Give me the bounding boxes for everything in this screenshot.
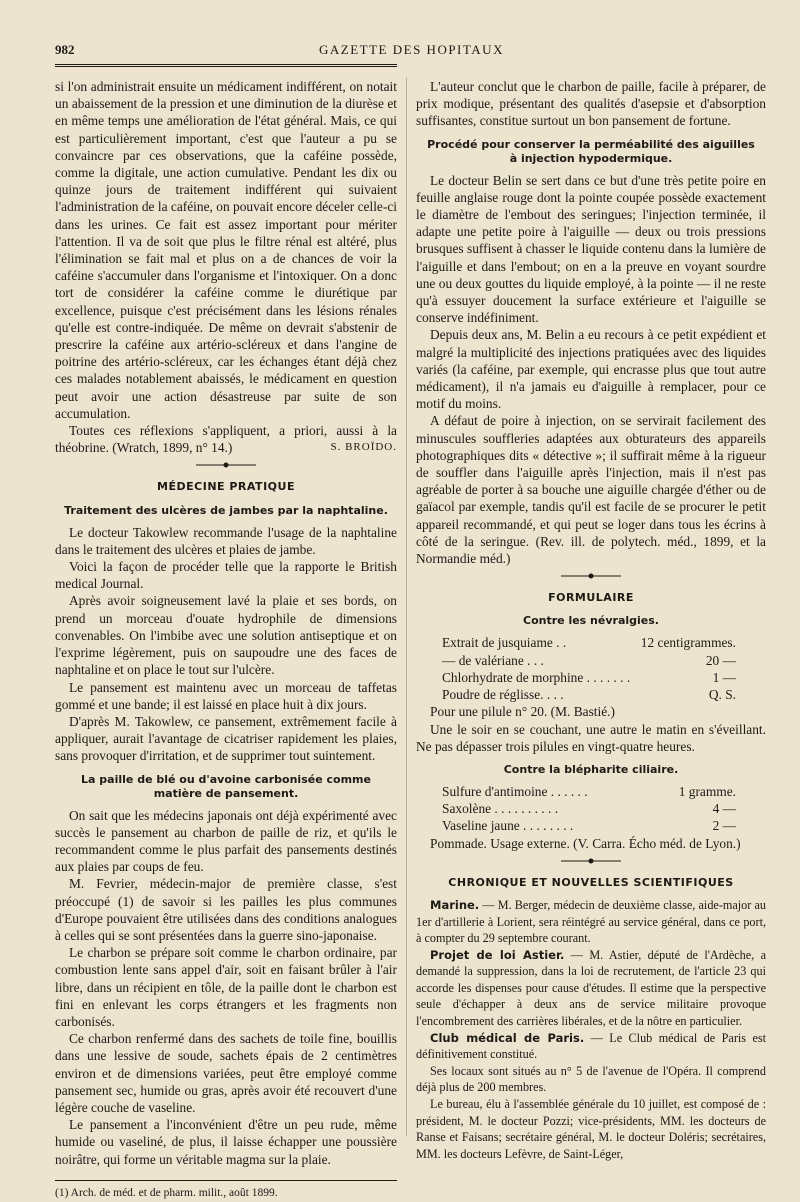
- news-item: [416, 1030, 766, 1063]
- paragraph: Le docteur Belin se sert dans ce but d'une très petite poire en feuille anglaise rouge dont la pointe coupée possède exactement le diamètre de l'embout des seringues; l'injection terminée, il adapte une petite poire à l'aiguille — deux ou trois pressions brusques suffisent à chasser le liquide contenu dans la lumière de l'aiguille et dans l'embout; on en a la preuve en voyant sourdre une ou deux gouttes du liquide employé, à la pointe — il ne reste qu'à essuyer doucement la surface extérieure et l'aiguille se conserve indéfiniment.: [416, 172, 766, 326]
- paragraph: Une le soir en se couchant, une autre le matin en s'éveillant. Ne pas dépasser trois pilules en vingt-quatre heures.: [416, 721, 766, 754]
- paragraph: Pommade. Usage externe. (V. Carra. Écho méd. de Lyon.): [430, 835, 741, 851]
- paragraph: Le charbon se prépare soit comme le charbon ordinaire, par combustion lente sans appel d'air, soit en faisant brûler à l'air libre, dans un récipient en tôle, de la paille dont le charbon est fini en enlevant les corps étrangers et les fragments non carbonisés.: [55, 945, 397, 1029]
- formula-line: [416, 669, 766, 686]
- formula-line: [416, 783, 766, 800]
- news-item: Ses locaux sont situés au n° 5 de l'avenue de l'Opéra. Il comprend déjà plus de 200 membres.: [416, 1063, 766, 1095]
- paragraph: Ce charbon renfermé dans des sachets de toile fine, bouillis dans une lessive de soude, sachets épais de 2 centimètres environ et de dimensions variées, peut être employé comme pansement sec, humide ou gras, après avoir été recouvert d'une légère couche de vaseline.: [55, 1031, 397, 1115]
- section-title: CHRONIQUE ET NOUVELLES SCIENTIFIQUES: [448, 875, 734, 889]
- paragraph: si l'on administrait ensuite un médicament indifférent, on notait un abaissement de la pression et une diminution de la diurèse et en même temps une amélioration de l'état général. Mais, ce qui est particulièrement important, c'est que l'auteur a pu se convaincre par ces observations, que la caféine possède, comme la digitale, une action cumulative. Pendant les dix ou quinze jours de traitement indifférent qui suivaient l'administration de la caféine, on pouvait encore déceler celle-ci dans les urines. Ce fait est assez important pour mériter l'attention. Il va de soit que plus le filtre rénal est altéré, plus l'élimination se fait mal et plus on a de chances de voir la caféine s'accumuler dans l'organisme et l'intoxiquer. On a donc tort de considérer la caféine comme le diurétique par excellence, puisque c'est précisément dans les lésions rénales qu'elle est contre-indiquée. De même on devrait s'abstenir de prescrire la caféine aux artério-scléreux et dans l'angine de poitrine des artério-scléreux, car les échanges étant déjà chez ces malades notablement abaissés, le médicament en question peut avoir une action désastreuse par suite de son accumulation.: [55, 79, 397, 421]
- formula-line: [416, 652, 766, 669]
- ornament-divider: [196, 462, 256, 468]
- formula-line: [416, 686, 766, 703]
- news-text: — Le Club médical de Paris est définitivement constitué.: [416, 1030, 766, 1062]
- article-title: La paille de blé ou d'avoine carbonisée comme matière de pansement.: [81, 772, 371, 800]
- news-lead: Projet de loi Astier.: [430, 947, 565, 962]
- formula-qty: 1 —: [712, 669, 736, 685]
- news-item: [416, 947, 766, 1030]
- ornament-divider: [561, 573, 621, 579]
- header-rule: [55, 64, 397, 69]
- right-column: [416, 78, 766, 1162]
- author-signature: S. BROÏDO.: [330, 441, 397, 454]
- news-item: [416, 897, 766, 947]
- footnote: (1) Arch. de méd. et de pharm. milit., août 1899.: [55, 1186, 278, 1199]
- paragraph: On sait que les médecins japonais ont déjà expérimenté avec succès le pansement au charbon de paille de riz, et qu'ils le recommandent comme le plus parfait des pansements destinés aux plaies par coups de feu.: [55, 807, 397, 875]
- footnote-rule: [55, 1180, 397, 1181]
- article-title: Procédé pour conserver la perméabilité des aiguilles à injection hypodermique.: [427, 137, 755, 165]
- paragraph: Le pansement est maintenu avec un morceau de taffetas gommé et une bande; il est laissé en place huit à dix jours.: [55, 679, 397, 712]
- paragraph: Depuis deux ans, M. Belin a eu recours à ce petit expédient et malgré la multiplicité des injections pratiquées avec des liquides variés (la caféine, par exemple, qui encrasse plus que tout autre médicament), il n'a jamais eu d'aiguille à remplacer, pour ce motif du moins.: [416, 327, 766, 412]
- news-item: Le bureau, élu à l'assemblée générale du 10 juillet, est composé de : président, M. le docteur Pozzi; vice-présidents, MM. les docteurs de Ranse et Faisans; secrétaire général, M. le docteur Doléris; secrétaires, MM. les docteurs Lefèvre, de Saint-Léger,: [416, 1097, 766, 1161]
- formula-qty: 12 centigrammes.: [640, 635, 736, 651]
- news-text: — M. Berger, médecin de deuxième classe, aide-major au 1er d'artillerie à Lorient, sera réintégré au service général, dans ce port, à compter du 29 septembre courant.: [416, 897, 766, 946]
- paragraph: [55, 422, 397, 456]
- formula-item: — de valériane . . .: [442, 652, 544, 668]
- page-number: 982: [55, 42, 75, 57]
- formula-title: Contre la blépharite ciliaire.: [503, 762, 679, 776]
- formula-qty: 1 gramme.: [678, 783, 736, 799]
- paragraph: A défaut de poire à injection, on se servirait facilement des minuscules souffleries adaptées aux obturateurs des appareils photographiques dits « détective »; il suffirait même à la rigueur de souffler dans l'aiguille après l'injection, mais il n'est pas agréable de porter à sa bouche une aiguille chargée d'éther ou de gaïacol par exemple, tandis qu'il est facile de se procurer le petit appareil recommandé, et qui peut se loger dans tous les écrins à côté de la seringue. (Rev. ill. de polytech. méd., 1899, et la Normandie méd.): [416, 413, 766, 567]
- section-title: FORMULAIRE: [548, 591, 634, 605]
- left-column: [55, 78, 397, 1202]
- journal-title: GAZETTE DES HOPITAUX: [319, 42, 504, 57]
- news-lead: Marine.: [430, 897, 480, 912]
- formula-qty: 4 —: [712, 801, 736, 817]
- formula-qty: Q. S.: [708, 687, 736, 703]
- paragraph: L'auteur conclut que le charbon de paille, facile à préparer, de prix modique, présentant des qualités d'asepsie et d'absorption suffisantes, constitue surtout un bon pansement de fortune.: [416, 79, 766, 129]
- section-title: MÉDECINE PRATIQUE: [157, 480, 295, 494]
- paragraph: M. Fevrier, médecin-major de première classe, s'est préoccupé (1) de savoir si les pailles les plus communes d'Europe pouvaient être utilisées dans des conditions analogues à celles qui se sont présentées dans la guerre sino-japonaise.: [55, 876, 397, 943]
- paragraph: Le docteur Takowlew recommande l'usage de la naphtaline dans le traitement des ulcères et plaies de jambe.: [55, 524, 397, 557]
- column-divider: [406, 78, 407, 1136]
- paragraph-text: Toutes ces réflexions s'appliquent, a priori, aussi à la théobrine. (Wratch, 1899, n° 14.): [55, 423, 397, 456]
- ornament-divider: [561, 858, 621, 864]
- formula-qty: 20 —: [705, 652, 736, 668]
- formula-item: Chlorhydrate de morphine . . . . . . .: [442, 669, 631, 685]
- formula-line: [416, 634, 766, 651]
- formula-line: [416, 800, 766, 817]
- formula-item: Sulfure d'antimoine . . . . . .: [442, 783, 588, 799]
- formula-item: Extrait de jusquiame . .: [442, 635, 567, 651]
- article-title: Traitement des ulcères de jambes par la naphtaline.: [64, 503, 388, 517]
- paragraph: Pour une pilule n° 20. (M. Bastié.): [430, 704, 615, 720]
- formula-list: [416, 783, 766, 835]
- chronicle: [416, 897, 766, 1163]
- paragraph: Voici la façon de procéder telle que la rapporte le British medical Journal.: [55, 559, 397, 592]
- formula-item: Vaseline jaune . . . . . . . .: [442, 818, 574, 834]
- news-text: — M. Astier, député de l'Ardèche, a demandé la suppression, dans la loi de recrutement, de l'article 23 qui accorde les dispenses pour cause d'études. Il estime que la perspective seule d'échapper à deux ans de service militaire provoque l'encombrement des carrières libérales, et de la nôtre en particulier.: [416, 947, 766, 1029]
- formula-item: Saxolène . . . . . . . . . .: [442, 801, 559, 817]
- page-header: [55, 40, 768, 62]
- formula-item: Poudre de réglisse. . . .: [442, 687, 564, 703]
- paragraph: D'après M. Takowlew, ce pansement, extrêmement facile à appliquer, aurait l'avantage de cicatriser rapidement les plaies, sans provoquer d'irritation, et de supprimer tout suintement.: [55, 713, 397, 764]
- formula-line: [416, 817, 766, 834]
- paragraph: Le pansement a l'inconvénient d'être un peu rude, même humide ou vaseliné, de plus, il laisse échapper une poussière noirâtre, qui forme un véritable magma sur la plaie.: [55, 1117, 397, 1167]
- formula-title: Contre les névralgies.: [523, 614, 659, 628]
- paragraph: Après avoir soigneusement lavé la plaie et ses bords, on prend un morceau d'ouate hydrophile de dimensions convenables. On l'imbibe avec une solution antiseptique et on l'exprime légèrement, puis on saupoudre une des faces de naphtaline et on place le tout sur l'ulcère.: [55, 593, 397, 678]
- formula-list: [416, 634, 766, 703]
- news-lead: Club médical de Paris.: [430, 1030, 585, 1045]
- formula-qty: 2 —: [712, 818, 736, 834]
